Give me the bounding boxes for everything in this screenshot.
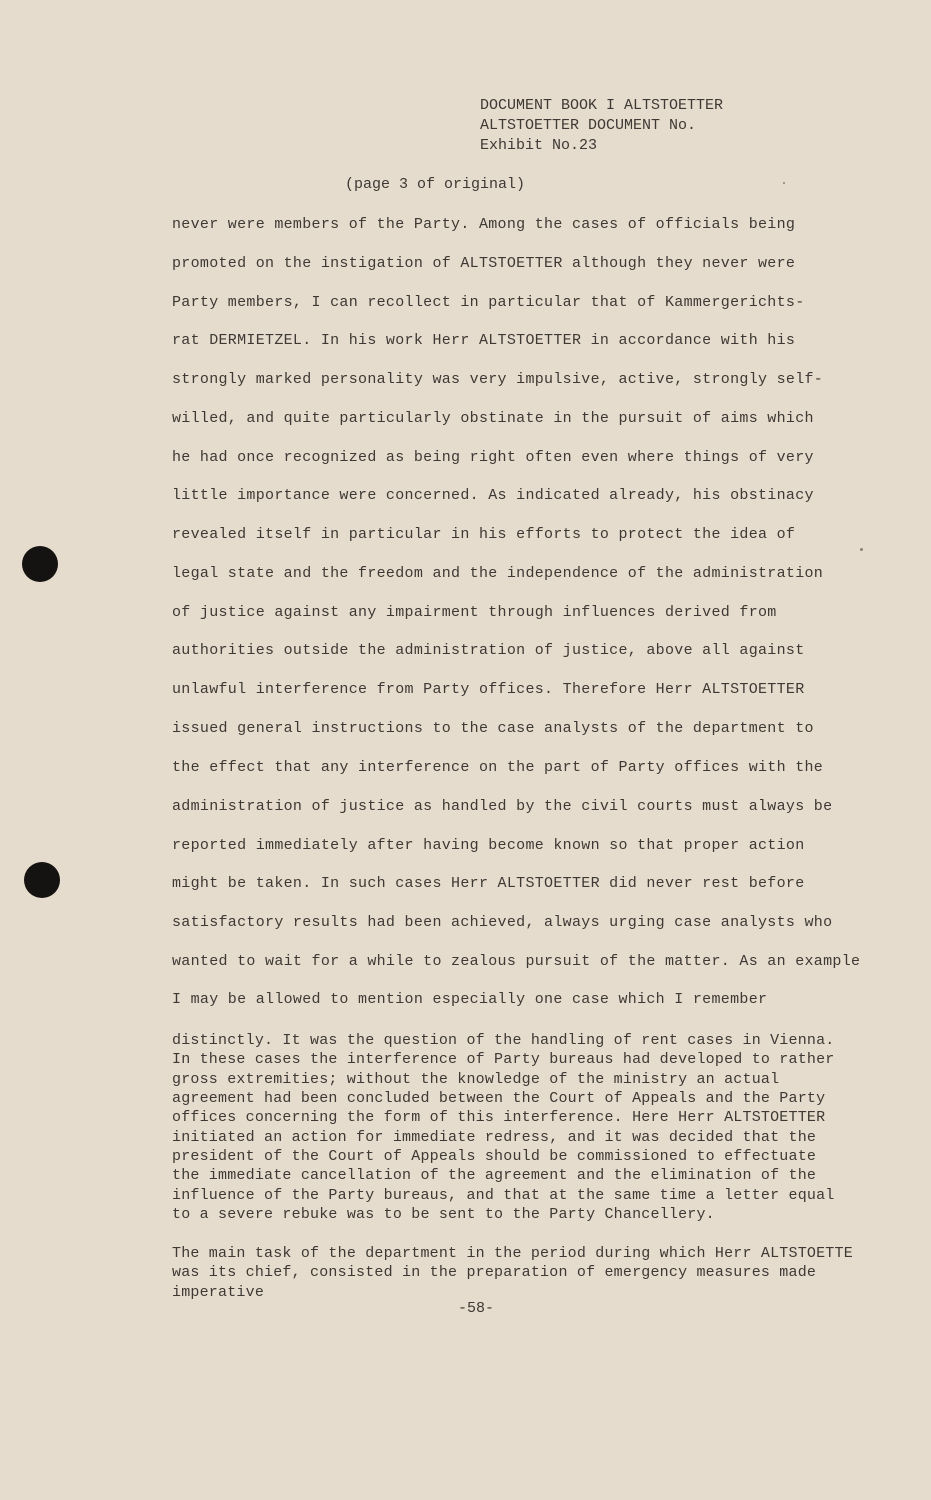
text-line: rat DERMIETZEL. In his work Herr ALTSTOETTER in accordance with his	[172, 332, 796, 349]
text-line: The main task of the department in the period during which Herr ALTSTOETTE	[172, 1245, 853, 1262]
text-line: willed, and quite particularly obstinate in the pursuit of aims which	[172, 410, 814, 427]
text-line: initiated an action for immediate redress, and it was decided that the	[172, 1129, 817, 1146]
text-line: president of the Court of Appeals should be commissioned to effectuate	[172, 1148, 817, 1165]
text-line: administration of justice as handled by the civil courts must always be	[172, 798, 833, 815]
text-line: little importance were concerned. As indicated already, his obstinacy	[172, 487, 814, 504]
text-line: unlawful interference from Party offices. Therefore Herr ALTSTOETTER	[172, 681, 805, 698]
text-line: revealed itself in particular in his efforts to protect the idea of	[172, 526, 796, 543]
text-line: Party members, I can recollect in particular that of Kammergerichts-	[172, 294, 805, 311]
text-line: authorities outside the administration of justice, above all against	[172, 642, 805, 659]
text-line: never were members of the Party. Among the cases of officials being	[172, 216, 796, 233]
text-line: distinctly. It was the question of the handling of rent cases in Vienna.	[172, 1032, 835, 1049]
text-line: imperative	[172, 1284, 265, 1301]
text-line: I may be allowed to mention especially one case which I remember	[172, 991, 768, 1008]
text-line: reported immediately after having become known so that proper action	[172, 837, 805, 854]
text-line: wanted to wait for a while to zealous pursuit of the matter. As an example	[172, 953, 861, 970]
text-line: the effect that any interference on the part of Party offices with the	[172, 759, 824, 776]
text-line: the immediate cancellation of the agreement and the elimination of the	[172, 1167, 817, 1184]
header-exhibit: Exhibit No.23	[480, 137, 598, 154]
text-line: to a severe rebuke was to be sent to the Party Chancellery.	[172, 1206, 715, 1223]
text-line: of justice against any impairment through influences derived from	[172, 604, 777, 621]
page-number: -58-	[458, 1300, 495, 1317]
punch-hole	[22, 546, 58, 582]
punch-hole	[24, 862, 60, 898]
page-reference: (page 3 of original)	[345, 176, 526, 193]
text-line: gross extremities; without the knowledge of the ministry an actual	[172, 1071, 780, 1088]
text-line: satisfactory results had been achieved, always urging case analysts who	[172, 914, 833, 931]
paper-speck	[860, 548, 863, 551]
text-line: was its chief, consisted in the preparation of emergency measures made	[172, 1264, 817, 1281]
text-line: he had once recognized as being right often even where things of very	[172, 449, 814, 466]
text-line: In these cases the interference of Party bureaus had developed to rather	[172, 1051, 835, 1068]
text-line: might be taken. In such cases Herr ALTSTOETTER did never rest before	[172, 875, 805, 892]
text-line: legal state and the freedom and the independence of the administration	[172, 565, 824, 582]
header-doc-book: DOCUMENT BOOK I ALTSTOETTER	[480, 97, 724, 114]
text-line: influence of the Party bureaus, and that at the same time a letter equal	[172, 1187, 835, 1204]
document-header	[480, 96, 723, 156]
text-line: strongly marked personality was very impulsive, active, strongly self-	[172, 371, 824, 388]
text-line: agreement had been concluded between the Court of Appeals and the Party	[172, 1090, 826, 1107]
paper-speck	[783, 182, 785, 184]
header-doc-number: ALTSTOETTER DOCUMENT No.	[480, 117, 697, 134]
text-line: issued general instructions to the case analysts of the department to	[172, 720, 814, 737]
text-line: promoted on the instigation of ALTSTOETTER although they never were	[172, 255, 796, 272]
text-line: offices concerning the form of this interference. Here Herr ALTSTOETTER	[172, 1109, 826, 1126]
